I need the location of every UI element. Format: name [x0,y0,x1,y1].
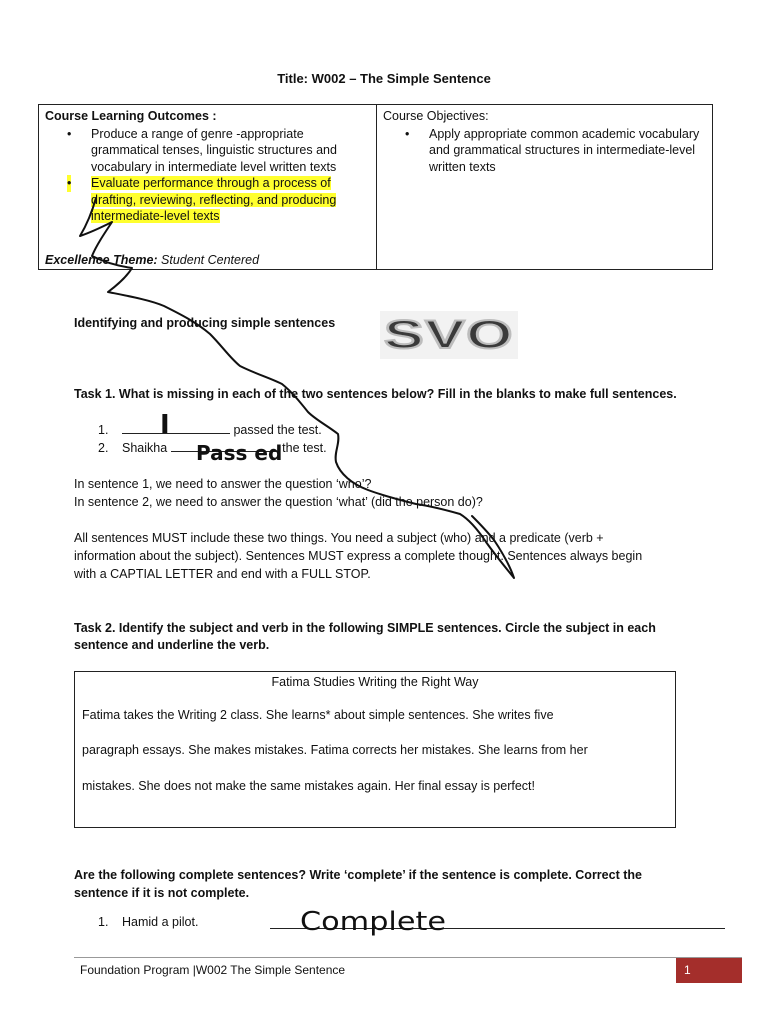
list-item: 2. Shaikha the test. [98,441,327,455]
story-line: mistakes. She does not make the same mistakes again. Her final essay is perfect! [82,779,535,793]
list-item: 1. passed the test. [98,423,322,437]
bullet-icon: • [67,126,72,141]
bullet-icon: • [67,176,72,190]
task1-note-1: In sentence 1, we need to answer the question ‘who’? [74,477,372,491]
section-heading: Identifying and producing simple sentences [74,316,336,330]
outcomes-table [38,104,713,270]
answer-blank[interactable] [171,439,279,452]
story-box [74,671,676,828]
task3-item: 1. Hamid a pilot. [98,915,199,929]
handwritten-answer-2: Pass ed [196,441,283,465]
story-line: Fatima takes the Writing 2 class. She learns* about simple sentences. She writes five [82,708,554,722]
course-objectives-cell [377,105,713,270]
task3-prompt: sentence if it is not complete. [74,886,250,900]
learning-outcomes-cell [39,105,377,270]
answer-line[interactable] [270,928,725,929]
highlighted-text: Evaluate performance through a process of drafting, reviewing, reflecting, and producing intermediate-level texts [91,176,337,223]
course-objectives-heading: Course Objectives: [383,109,489,123]
course-objectives-list [383,126,706,176]
learning-outcomes-list [45,126,370,225]
page-number: 1 [676,958,742,983]
story-title: Fatima Studies Writing the Right Way [271,675,479,689]
footer-text: Foundation Program |W002 The Simple Sentence [80,963,346,977]
list-item [45,175,370,225]
footer-divider [74,957,742,958]
bullet-icon: • [405,126,410,141]
task2-prompt: Task 2. Identify the subject and verb in the following SIMPLE sentences. Circle the subject in each [74,621,656,635]
task1-paragraph-line: information about the subject). Sentences MUST express a complete thought. Sentences always begin [74,549,643,563]
list-item: • Produce a range of genre -appropriate grammatical tenses, linguistic structures and vocabulary in intermediate level written texts [67,126,337,174]
answer-blank[interactable] [122,421,230,434]
handwritten-answer-1: I [160,410,170,440]
task1-prompt: Task 1. What is missing in each of the two sentences below? Fill in the blanks to make full sentences. [74,387,677,401]
task3-prompt: Are the following complete sentences? Write ‘complete’ if the sentence is complete. Correct the [74,868,642,882]
story-line: paragraph essays. She makes mistakes. Fatima corrects her mistakes. She learns from her [82,743,588,757]
task1-note-2: In sentence 2, we need to answer the question ‘what’ (did the person do)? [74,495,483,509]
task1-paragraph-line: with a CAPTIAL LETTER and end with a FULL STOP. [74,567,371,581]
list-item: • Apply appropriate common academic vocabulary and grammatical structures in intermediate-level written texts [405,126,700,174]
handwritten-answer-3: Complete [300,907,446,937]
excellence-theme: Excellence Theme: Student Centered [45,252,260,267]
task1-paragraph-line: All sentences MUST include these two things. You need a subject (who) and a predicate (verb + [74,531,604,545]
task2-prompt: sentence and underline the verb. [74,638,270,652]
task1-blanks [98,421,327,457]
learning-outcomes-heading: Course Learning Outcomes : [45,109,217,123]
page-title: Title: W002 – The Simple Sentence [277,71,491,86]
svg-text:SVO: SVO [384,313,514,357]
svo-logo [380,311,518,359]
